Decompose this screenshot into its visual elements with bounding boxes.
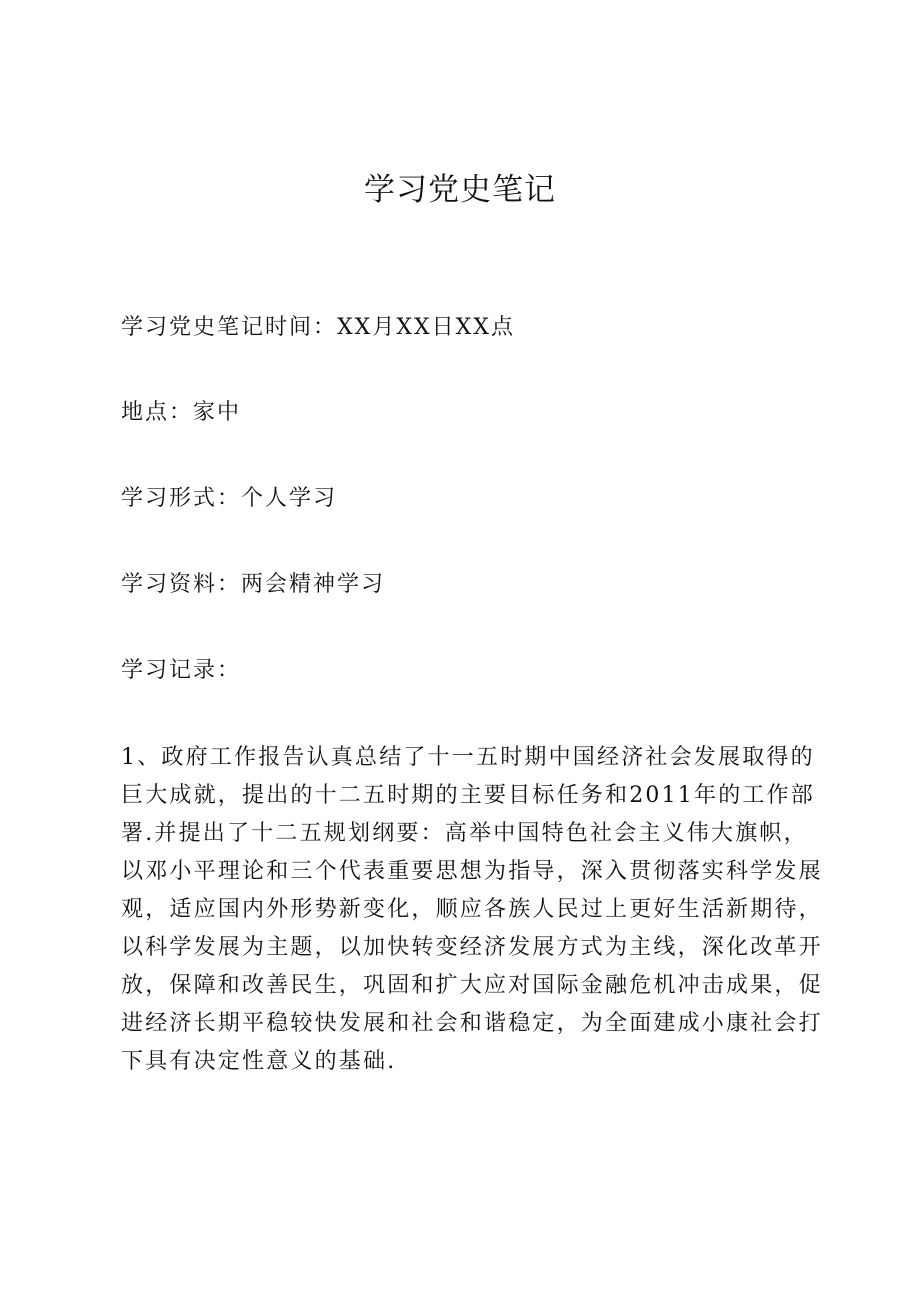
study-material-field: 学习资料：两会精神学习 bbox=[121, 572, 386, 597]
study-form-field: 学习形式：个人学习 bbox=[121, 486, 338, 511]
record-line: 放，保障和改善民生，巩固和扩大应对国际金融危机冲击成果，促 bbox=[121, 973, 823, 998]
study-record-heading: 学习记录： bbox=[121, 658, 242, 683]
record-line: 进经济长期平稳较快发展和社会和谐稳定，为全面建成小康社会打 bbox=[121, 1011, 823, 1036]
record-line: 以科学发展为主题，以加快转变经济发展方式为主线，深化改革开 bbox=[121, 935, 823, 960]
document-title: 学习党史笔记 bbox=[364, 172, 556, 208]
record-line: 以邓小平理论和三个代表重要思想为指导，深入贯彻落实科学发展 bbox=[121, 859, 823, 884]
record-line: 观，适应国内外形势新变化，顺应各族人民过上更好生活新期待， bbox=[121, 897, 823, 922]
study-place-field: 地点：家中 bbox=[121, 400, 242, 425]
record-line: 下具有决定性意义的基础. bbox=[121, 1049, 397, 1074]
study-time-field: 学习党史笔记时间：XX月XX日XX点 bbox=[121, 315, 515, 340]
record-line: 署.并提出了十二五规划纲要：高举中国特色社会主义伟大旗帜， bbox=[121, 821, 808, 846]
study-record-paragraph bbox=[121, 739, 823, 1081]
record-line: 巨大成就，提出的十二五时期的主要目标任务和2011年的工作部 bbox=[121, 783, 815, 808]
record-line: 1、政府工作报告认真总结了十一五时期中国经济社会发展取得的 bbox=[121, 745, 815, 770]
